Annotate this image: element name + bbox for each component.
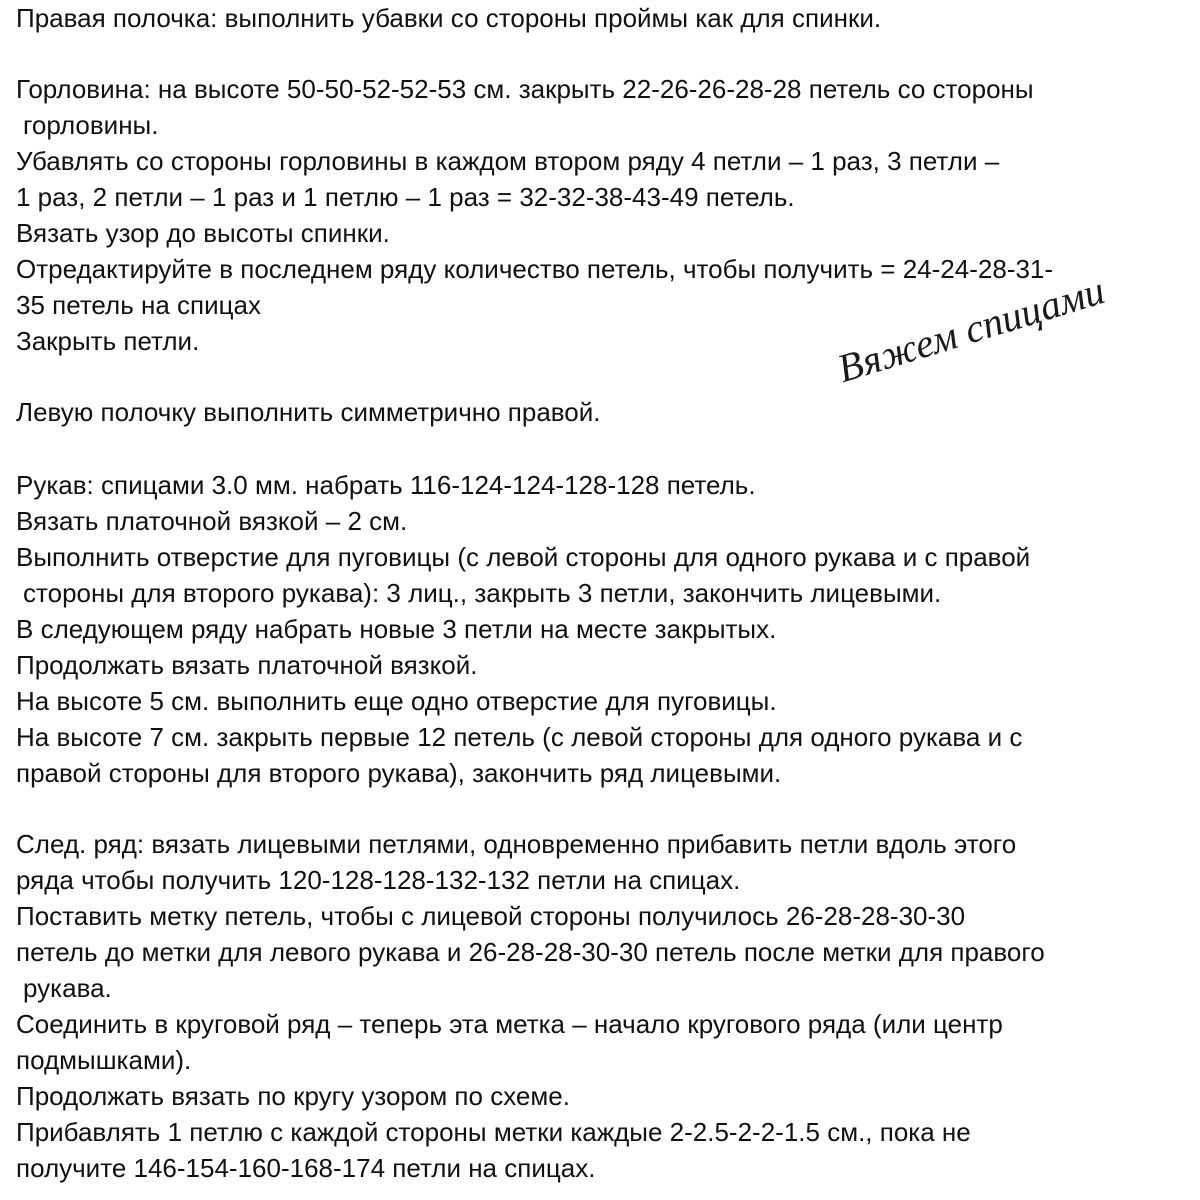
text-line: 35 петель на спицах xyxy=(16,290,261,320)
text-line: На высоте 7 см. закрыть первые 12 петель (с левой стороны для одного рукава и с xyxy=(16,722,1023,752)
text-line: Выполнить отверстие для пуговицы (с левой стороны для одного рукава и с правой xyxy=(16,542,1031,572)
text-line: петель до метки для левого рукава и 26-28-28-30-30 петель после метки для правого xyxy=(16,937,1045,967)
text-line: На высоте 5 см. выполнить еще одно отверстие для пуговицы. xyxy=(16,686,777,716)
text-line: Соединить в круговой ряд – теперь эта метка – начало кругового ряда (или центр xyxy=(16,1009,1003,1039)
watermark-logo: Вяжем спицами xyxy=(832,267,1110,392)
text-line: В следующем ряду набрать новые 3 петли на месте закрытых. xyxy=(16,614,777,644)
text-line: Левую полочку выполнить симметрично правой. xyxy=(16,397,601,427)
text-line: рукава. xyxy=(23,973,112,1003)
text-line: получите 146-154-160-168-174 петли на спицах. xyxy=(16,1153,596,1183)
text-line: Отредактируйте в последнем ряду количество петель, чтобы получить = 24-24-28-31- xyxy=(16,254,1054,284)
text-line: подмышками). xyxy=(16,1045,192,1075)
text-line: Правая полочка: выполнить убавки со стороны проймы как для спинки. xyxy=(16,3,882,33)
text-line: Вязать платочной вязкой – 2 см. xyxy=(16,506,408,536)
text-line: 1 раз, 2 петли – 1 раз и 1 петлю – 1 раз = 32-32-38-43-49 петель. xyxy=(16,182,795,212)
text-line: правой стороны для второго рукава), закончить ряд лицевыми. xyxy=(16,758,782,788)
text-line: горловины. xyxy=(23,110,159,140)
text-line: Продолжать вязать платочной вязкой. xyxy=(16,650,478,680)
text-line: ряда чтобы получить 120-128-128-132-132 петли на спицах. xyxy=(16,865,741,895)
text-line: стороны для второго рукава): 3 лиц., закрыть 3 петли, закончить лицевыми. xyxy=(23,578,942,608)
text-line: Поставить метку петель, чтобы с лицевой стороны получилось 26-28-28-30-30 xyxy=(16,901,966,931)
text-line: След. ряд: вязать лицевыми петлями, одновременно прибавить петли вдоль этого xyxy=(16,829,1017,859)
text-line: Рукав: спицами 3.0 мм. набрать 116-124-124-128-128 петель. xyxy=(16,470,756,500)
text-line: Закрыть петли. xyxy=(16,326,200,356)
text-line: Прибавлять 1 петлю с каждой стороны метки каждые 2-2.5-2-2-1.5 см., пока не xyxy=(16,1117,971,1147)
text-line: Убавлять со стороны горловины в каждом втором ряду 4 петли – 1 раз, 3 петли – xyxy=(16,146,1000,176)
text-line: Продолжать вязать по кругу узором по схеме. xyxy=(16,1081,570,1111)
text-line: Горловина: на высоте 50-50-52-52-53 см. закрыть 22-26-26-28-28 петель со стороны xyxy=(16,74,1034,104)
text-line: Вязать узор до высоты спинки. xyxy=(16,218,390,248)
